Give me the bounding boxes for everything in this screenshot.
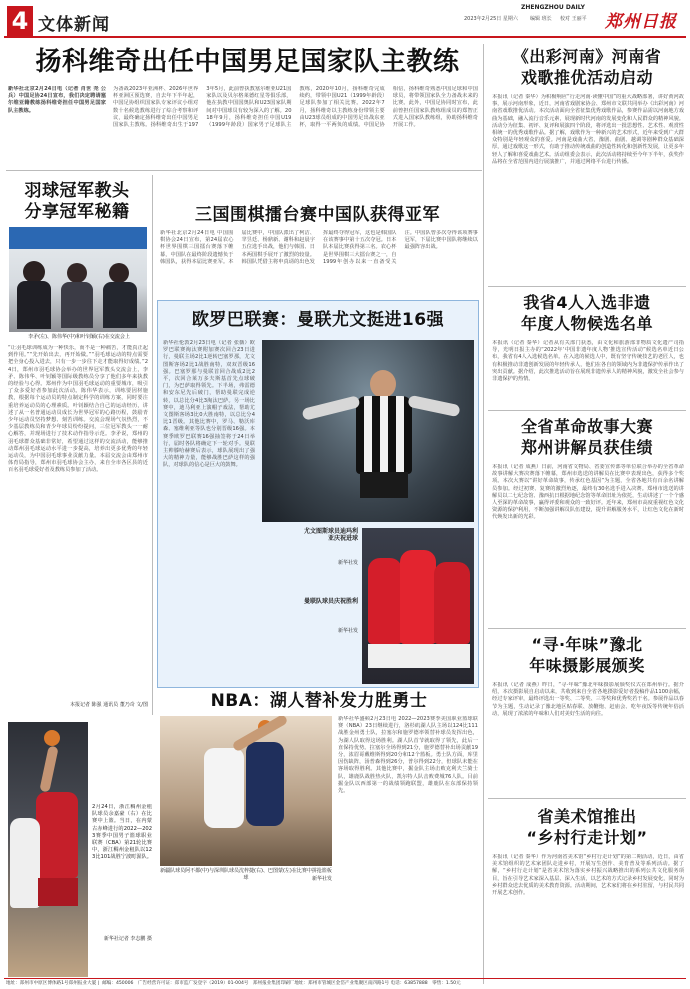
issue-date: 2023年2月25日 星期六 [464, 16, 518, 22]
player-shorts [360, 472, 408, 498]
divider [488, 410, 686, 411]
editor: 编辑 班长 [530, 16, 552, 22]
paper-logo: 郑州日报 [605, 12, 677, 32]
article-story-contest-body: 本报讯（记者 成燕）日前，河南省文物局、省委宣传部等单位联合举办的全省革命故事讲解大赛决赛落下帷幕，郑州市选送的讲解员在比赛中表现出色，获得多个奖项。本次大赛以“讲好革命故事，传承红色基因”为主题，全省各地共有百余名讲解员参加。经过初赛、复赛的激烈角逐，最终有30名选手进入决赛。郑州市选送的讲解员以二七纪念馆、豫西抗日根据地纪念馆等革命旧址为依托，生动讲述了一个个感人至深的革命故事，赢得评委和观众的一致好评。近年来，郑州市高度重视红色文化资源的保护利用，不断加强讲解员队伍建设，提升讲解服务水平，让红色文化在新时代焕发出新的光彩。 [492, 464, 684, 521]
player-arm-left [301, 395, 360, 421]
badminton-photo-caption: 李矛(左)、陈伟华(中)和叶钊颖(右)在交流会上 [28, 334, 130, 340]
article-coach-lead-text: 新华社北京2月24日电（记者 肖世 尧 公兵）中国足协24日宣布，我们决定聘请塞尔维亚籍教练扬科维奇担任中国男足国家队主教练。 [8, 86, 106, 114]
juventus-photo [262, 340, 474, 522]
section-name: 文体新闻 [38, 15, 110, 35]
man-utd-photo [362, 528, 474, 684]
player-dark-jersey [246, 742, 284, 826]
cba-photo-caption: 新疆队球员阿不都(中)与深圳队球员沈梓捷(右)、巴图蒙(左)在比赛中拼抢篮板球 [160, 868, 332, 881]
man-utd-photo-credit: 新华社发 [337, 628, 358, 634]
utd-player-1 [368, 558, 402, 644]
article-europa-body: 新华社伦敦2月23日电（记者 张薇）欧罗巴联赛淘汰赛附加赛次回合23日进行，曼联主场2比1逆转巴塞罗那，尤文图斯客场2比1战胜南特，双双晋级16强。巴塞罗那与曼联首回合战成2比2平，次回合莱万多夫斯基首先点球破门，为巴萨取得领先。下半场，弗雷德和安东尼先后破门，帮助曼联完成逆转，以总比分4比3淘汰巴萨。另一场比赛中，迪马利亚上演帽子戏法，帮助尤文图斯客场3比0大胜南特，以总比分4比1晋级。其他比赛中，罗马、勒沃库森、塞维利亚等队也分别晋级16强。本赛季欧罗巴联赛16强抽签将于24日举行，届时各队将确定下一轮对手。曼联主帅滕哈赫赛后表示，球队展现出了强大的精神力量，能够战胜巴萨这样的强队，对球队的信心是巨大的鼓舞。 [163, 340, 255, 469]
masthead [0, 0, 690, 40]
cba-rebound-photo [160, 716, 332, 866]
article-photo-expo-body: 本报讯（记者 成燕）昨日，“寻·年味”豫北年味摄影展颁奖仪式在郑州举行。据介绍，本次摄影展自启动以来，共收到来自全省各地摄影爱好者投稿作品1100余幅，经过专家评审，最终评选出一等奖、二等奖、三等奖和优秀奖若干名。参展作品以春节为主题，生动记录了豫北地区贴春联、放鞭炮、赶庙会、吃年夜饭等传统年俗活动，展现了浓浓的年味和人们对美好生活的向往。 [492, 682, 684, 717]
article-nba-body-text: 新华社华盛顿2月23日电 2022—2023赛季美国职业篮球联赛（NBA）23日继续进行，洛杉矶湖人队主场以124比111战胜金州勇士队，拉塞尔和施罗德率领替补球员发挥出色，为湖人队取得这场胜利。湖人队首节就取得了领先，此后一直保持优势。拉塞尔全场得到21分，施罗德替补出场贡献19分，浓眉哥戴维斯得到20分和12个篮板。勇士队方面，库里因伤缺阵，汤普森得到26分，普尔得到22分，但球队未能在客场取得胜利。其他比赛中，掘金队主场击败克利夫兰骑士队，雄鹿队战胜热火队，凯尔特人队击败费城76人队。目前掘金队以西部第一的战绩领跑联盟，雄鹿队在东部保持领先。 [338, 716, 478, 795]
zhejiang-photo-credit: 新华社记者 李志鹏 摄 [103, 936, 152, 942]
page-number-box: 4 [7, 6, 33, 36]
defender [10, 818, 40, 908]
headline-badminton-2: 分享冠军秘籍 [24, 202, 130, 222]
badminton-byline: 本报记者 陈强 通讯员 董乃奇 文/图 [69, 702, 148, 708]
juventus-photo-credit: 新华社发 [337, 560, 358, 566]
divider [488, 286, 686, 287]
masthead-rule [4, 36, 686, 38]
footer-price: 零售：1.50元 [432, 981, 461, 986]
headline-badminton-1: 羽球冠军教头 [24, 181, 130, 201]
article-go-body: 新华社北京2月24日电 中国围棋协会24日宣布，第24届农心杯世界围棋三国擂台赛落下帷幕，中国队在最终阶段遗憾负于韩国队，获得本届比赛亚军。本届比赛中，中国队派出了柯洁、芈昱廷、杨鼎新、谢科和赵晨宇五位选手出战，他们与韩国、日本两国棋手展开了激烈的较量。韩国队凭借主将申真谞的出色发挥最终夺得冠军，这也是韩国队在该赛事中第十五次夺冠。日本队本届比赛获得第三名。农心杯是世界围棋三大擂台赛之一，自1999年创办以来一直备受关注。中国队曾多次夺得该项赛事冠军，下届比赛中国队将继续以最强阵容出战。 [160, 230, 478, 265]
article-opera-body: 本报讯（记者 秦华）为积极响应“行走河南·读懂中国”的重大战略部署，讲好黄河故事，展示河南形象，近日，河南省戏剧家协会、郑州市文联共同举办《出彩河南》河南省戏歌推优活动。本次活动面向全省征集优秀戏歌作品，参赛作品需以河南地方戏曲为基础，融入流行音乐元素，展现新时代河南的发展变化和人民群众的精神风貌。活动分为征集、初评、复评和展演四个阶段，将评选出一批思想性、艺术性、观赏性相统一的优秀戏歌作品。据了解，戏歌作为一种新兴的艺术形式，近年来受到广大群众特别是年轻观众的喜爱。河南是戏曲大省，豫剧、曲剧、越调等剧种群众基础深厚，通过戏歌这一形式，有助于推动传统戏曲的创造性转化和创新性发展，让更多年轻人了解和喜爱戏曲艺术。活动组委会表示，此次活动将持续至今年下半年，获奖作品将在全省范围内进行展演推广，并通过网络平台进行传播。 [492, 94, 684, 165]
headline-photo-expo-1: “寻·年味”豫北 [531, 635, 643, 654]
headline-photo-expo-2: 年味摄影展颁奖 [529, 656, 645, 675]
player-head [370, 370, 396, 398]
article-heritage-body: 本报讯（记者 秦华）记者从有关部门获悉，由文化和旅游部非物质文化遗产司指导，光明日报主办的“2022年‘中国非遗年度人物’推选宣传活动”候选名单近日公布，我省有4人入选候选名单。在入选的候选人中，既有坚守传统技艺的老匠人，也有积极推动非遗创新发展的年轻传承人，他们在各自的领域内为非遗保护传承作出了突出贡献。据介绍，此次推选活动旨在展现非遗传承人的精神风貌，激发全社会参与非遗保护的热情。 [492, 340, 684, 383]
utd-player-2 [400, 550, 436, 644]
divider [488, 628, 686, 629]
red-shorts [38, 878, 78, 906]
player-jersey [356, 396, 412, 474]
headline-opera-2: 戏歌推优活动启动 [520, 68, 653, 87]
divider [6, 170, 482, 171]
article-coach-lead [8, 86, 106, 168]
footer-address: 地址：郑州市中原区博体路1号郑州报业大厦 [6, 981, 97, 986]
footer-rule [4, 978, 686, 979]
person-middle-body [61, 282, 93, 328]
headline-art-museum-2: “乡村行走计划” [526, 828, 648, 847]
utd-shorts [368, 644, 470, 668]
man-utd-photo-caption: 曼联队球员庆祝胜利 [303, 598, 358, 605]
player-arm-right [407, 395, 460, 418]
headline-story-contest-2: 郑州讲解员获佳绩 [520, 438, 653, 457]
divider [483, 44, 484, 984]
zhejiang-basketball-photo [8, 722, 88, 977]
basketball-icon [44, 730, 60, 746]
person-left [23, 261, 45, 283]
footer: 地址：郑州市中原区博体路1号郑州报业大厦 | 邮编：450006 广告经营许可证：郑市监广发登字（2019）01-004号 郑州报业集团印刷厂地址：郑州市管城区金岱产业集聚区南四路1号 电话：63857888 零售：1.50元 [6, 981, 461, 986]
banner-backdrop [9, 227, 147, 249]
cba-photo-credit: 新华社发 [311, 876, 332, 882]
person-right-body [103, 282, 137, 328]
paper-english-name: ZHENGZHOU DAILY [521, 4, 585, 11]
article-nba-body-bottom [160, 886, 478, 976]
person-middle [67, 263, 87, 283]
footer-printer: 郑州报业集团印刷厂地址：郑州市管城区金岱产业集聚区南四路1号 电话：63857888 [252, 981, 428, 986]
footer-postcode: 邮编：450006 [102, 981, 134, 986]
article-coach-body: 为备战2023年亚洲杯、2026年世界杯亚洲区预选赛，自去年下半年起，中国足协组织国家队专家评议小组对数十名候选教练进行了综合考察和评议，最终确定扬科维奇出任中国男足国家队主教练。扬科维奇出生于1973年5月，此前曾执教塞尔维亚U21国家队以及贝尔格莱德红星等俱乐部，他在执教中国国奥队和U23国家队期间对中国球员有较为深入的了解。2018年9月，扬科维奇担任中国U19（1999年龄段）国家男子足球队主教练，2020年10月，扬科维奇完成续约，带领中国U21（1999年龄段）足球队参加了相关比赛。2022年7月，扬科维奇以主教练身份带领主要由U23球员组成的中国男足出战东亚杯，取得一平两负的成绩。中国足协相信，扬科维奇熟悉中国足球和中国球员，将带领国家队全力备战未来的比赛。此外，中国足协同时宣布，此前曾担任国家队教练组成员的郑智正式进入国家队教练组，协助扬科维奇开展工作。 [113, 86, 478, 129]
article-badminton-body: “让羽毛球训练成为一种快乐，而不是一种痛苦，才能真正起到作用。”“先开始出去，再开始做。”“羽毛球运动的特点需要把全身心投入进去，只有一步一步往下走才能取得好成绩。”24日，郑州市羽毛球协会举办的世界冠军教头交流会上，李矛、陈伟华、叶钊颖等国际级教练员分享了他们多年来执教的经验与心得。郑州作为中国羽毛球运动的重要城市，吸引了众多爱好者参加此次活动。陈伟华表示，训练要因材施教，根据每个运动员的特点制定科学的训练方案，同时要注重培养运动员的心理素质。叶钊颖结合自己的运动经历，讲述了从一名普通运动员成长为世界冠军的心路历程，鼓励青少年运动员坚持梦想、刻苦训练。交流会现场气氛热烈，不少基层教练员和青少年球员纷纷提问，三位冠军教头一一耐心解答，并现场进行了技术动作指导示范。李矛说，郑州的羽毛球群众基础非常好，希望通过这样的交流活动，能够推动郑州羽毛球运动水平进一步提高，培养出更多优秀的年轻运动员，为中国羽毛球事业贡献力量。本届交流会由郑州市体育局指导，郑州市羽毛球协会主办，来自全市各区县的近百名羽毛球爱好者及教练员参加了活动。 [8, 345, 148, 474]
headline-story-contest-1: 全省革命故事大赛 [520, 417, 653, 436]
article-nba-body-right [338, 716, 478, 882]
headline-go: 三国围棋擂台赛中国队获得亚军 [195, 205, 440, 225]
utd-player-3 [434, 562, 470, 644]
shooting-arm [39, 745, 58, 792]
headline-coach: 扬科维奇出任中国男足国家队主教练 [35, 47, 460, 77]
headline-heritage-2: 年度人物候选名单 [520, 314, 653, 333]
zhejiang-photo-caption: 2月24日，浙江稠州金租队球员余嘉豪（右）在比赛中上篮。当日，在内蒙古赤峰进行的2022—2023赛季中国男子篮球职业联赛（CBA）第21轮比赛中，浙江稠州金租队以123比101战胜宁波町渥队。 [92, 804, 152, 861]
footer-ad-license: 广告经营许可证：郑市监广发登字（2019）01-004号 [137, 981, 249, 986]
badminton-coaches-photo [9, 227, 147, 332]
proofreader: 校对 王丽平 [560, 16, 587, 22]
player-white-jersey [204, 748, 244, 828]
headline-europa: 欧罗巴联赛：曼联尤文挺进16强 [191, 310, 445, 330]
headline-nba: NBA：湖人替补发力胜勇士 [210, 691, 428, 711]
person-right [109, 263, 129, 283]
divider [152, 175, 153, 715]
headline-heritage-1: 我省4人入选非遗 [523, 293, 651, 312]
headline-opera-1: 《出彩河南》河南省 [512, 47, 662, 66]
divider [488, 798, 686, 799]
article-art-museum-body: 本报讯（记者 秦华）作为河南省美术馆“乡村行走计划”的第二期活动，近日，由省美术馆组织的艺术家团队走进乡村，开展写生创作、美育普及等系列活动。据了解，“乡村行走计划”是省美术馆为落实乡村振兴战略推出的系列公共文化服务项目，旨在引导艺术家深入基层、深入生活，以艺术的方式记录乡村发展变化，同时为乡村群众送去优质的美术教育资源。活动期间，艺术家们将在乡村驻留，与村民共同开展艺术创作。 [492, 854, 684, 897]
juventus-photo-caption: 尤文图斯球员迪玛利亚庆祝进球 [303, 528, 358, 542]
headline-art-museum-1: 省美术馆推出 [537, 807, 637, 826]
red-jersey-player [36, 792, 78, 878]
person-left-body [17, 281, 51, 329]
